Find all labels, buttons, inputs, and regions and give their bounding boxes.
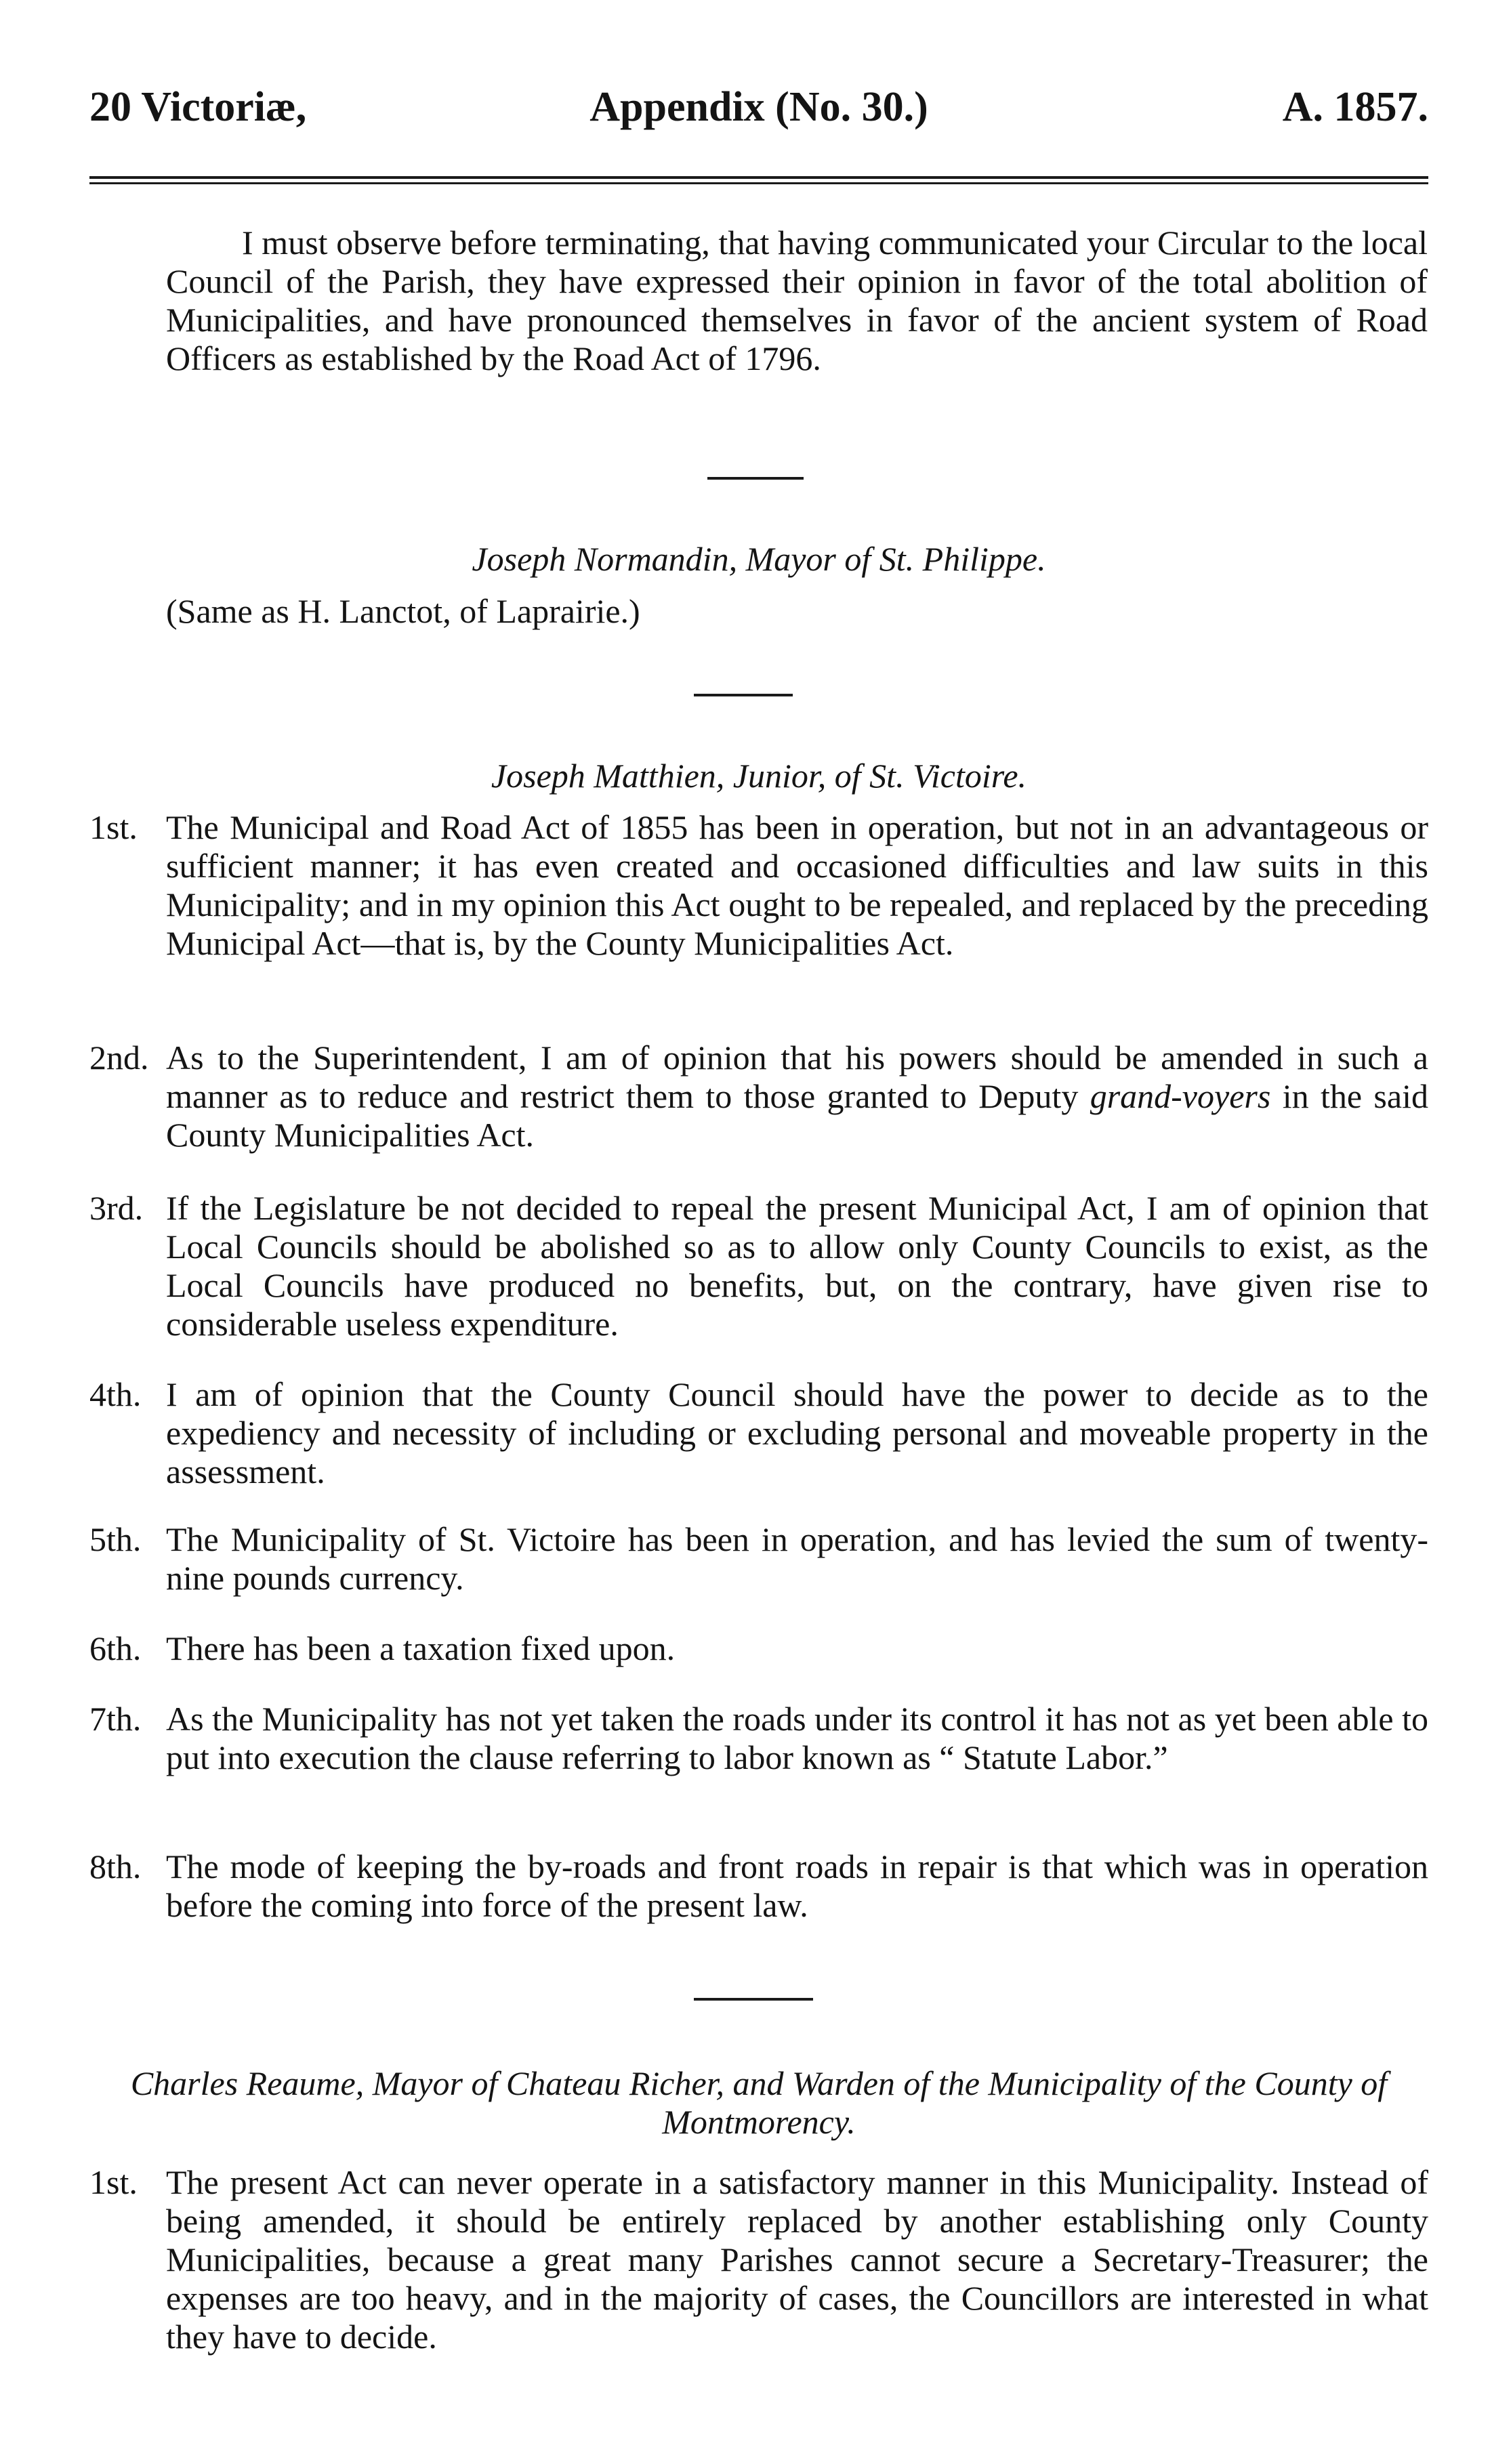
item-text: The present Act can never operate in a satisfactory manner in this Municipality. Instead of being amended, it should be entirely replaced by another establishing only County Municipalities, because a great many Parishes cannot secure a Secretary-Treasurer; the expenses are too heavy, and in the majority of cases, the Councillors are interested in what they have to decide. [166, 2163, 1428, 2356]
item-text-part: in the said County Municipalities Act. [166, 1077, 1428, 1154]
item-text [166, 1039, 1428, 1154]
item-text: As the Municipality has not yet taken the roads under its control it has not as yet been able to put into execution the clause referring to labor known as “ Statute Labor.” [166, 1700, 1428, 1776]
item-number: 1st. [89, 808, 138, 846]
header-appendix-title: Appendix (No. 30.) [589, 84, 928, 130]
section-note-normandin: (Same as H. Lanctot, of Laprairie.) [166, 592, 640, 630]
section-divider [694, 1998, 813, 2001]
item-number: 3rd. [89, 1189, 144, 1227]
header-regnal-year: 20 Victoriæ, [89, 84, 307, 130]
item-number: 8th. [89, 1847, 142, 1885]
item-number: 5th. [89, 1520, 142, 1558]
intro-paragraph: I must observe before terminating, that having communicated your Circular to the local Council of the Parish, they have expressed their opinion in favor of the total abolition of Municipalities, and have pronounced themselves in favor of the ancient system of Road Officers as established by the Road Act of 1796. [166, 224, 1428, 377]
item-text: The mode of keeping the by-roads and front roads in repair is that which was in operation before the coming into force of the present law. [166, 1847, 1428, 1924]
item-text-part: As to the Superintendent, I am of opinion that his powers should be amended in such a manner as to reduce and restrict them to those granted to Deputy [166, 1039, 1428, 1115]
item-text: The Municipality of St. Victoire has been in operation, and has levied the sum of twenty-nine pounds currency. [166, 1520, 1428, 1597]
item-number: 7th. [89, 1700, 142, 1738]
item-number: 1st. [89, 2163, 138, 2201]
section-heading-normandin: Joseph Normandin, Mayor of St. Philippe. [472, 540, 1046, 578]
header-year: A. 1857. [1282, 84, 1428, 130]
item-text: There has been a taxation fixed upon. [166, 1629, 676, 1667]
item-text: I am of opinion that the County Council should have the power to decide as to the expediency and necessity of including or excluding personal and moveable property in the assessment. [166, 1375, 1428, 1490]
section-heading-matthien: Joseph Matthien, Junior, of St. Victoire. [491, 757, 1027, 795]
header-double-rule [89, 176, 1428, 184]
item-number: 4th. [89, 1375, 142, 1413]
section-divider [694, 694, 793, 696]
item-number: 6th. [89, 1629, 142, 1667]
section-divider [707, 477, 804, 480]
running-header [89, 80, 1428, 134]
item-text: If the Legislature be not decided to repeal the present Municipal Act, I am of opinion that Local Councils should be abolished so as to allow only County Councils to exist, as the Local Councils have produced no benefits, but, on the contrary, have given rise to considerable useless expenditure. [166, 1189, 1428, 1343]
item-text: The Municipal and Road Act of 1855 has been in operation, but not in an advantageous or sufficient manner; it has even created and occasioned difficulties and law suits in this Municipality; and in my opinion this Act ought to be repealed, and replaced by the preceding Municipal Act—that is, by the County Municipalities Act. [166, 808, 1428, 962]
item-text-italic: grand-voyers [1090, 1077, 1271, 1115]
item-number: 2nd. [89, 1039, 149, 1077]
section-heading-reaume: Charles Reaume, Mayor of Chateau Richer, and Warden of the Municipality of the County of Montmorency. [130, 2064, 1388, 2141]
